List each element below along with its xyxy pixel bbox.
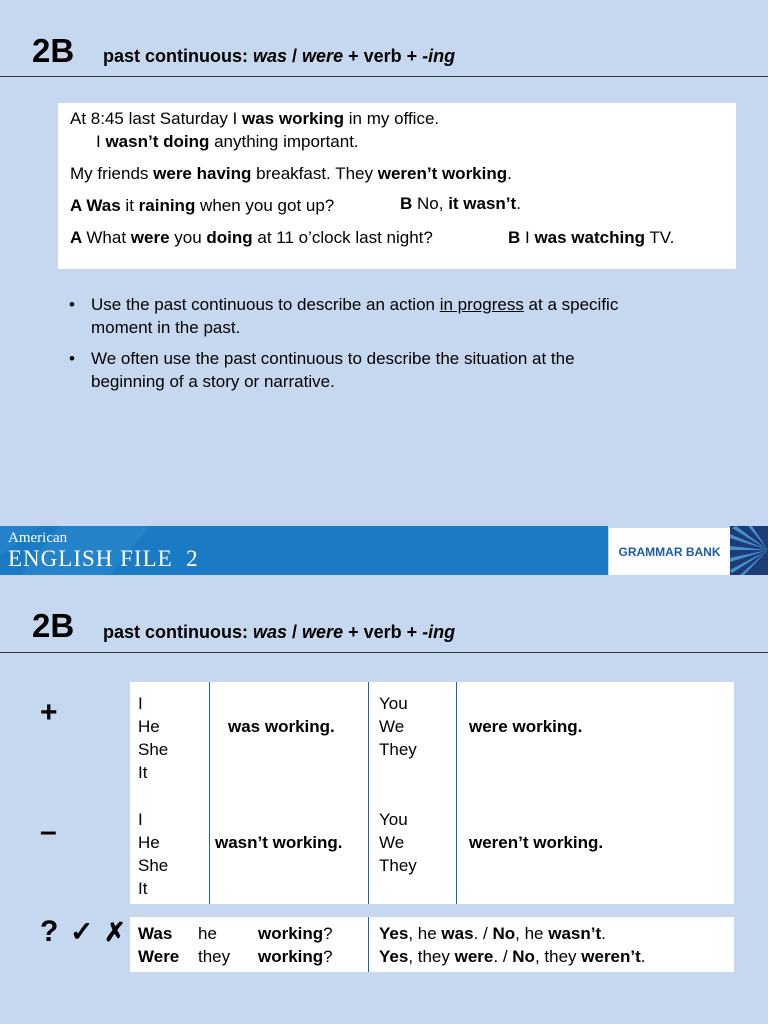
section-title: past continuous: was / were + verb + -ing xyxy=(103,46,456,66)
example-line: I wasn’t doing anything important. xyxy=(96,132,359,151)
pronouns-singular: I He She It xyxy=(138,694,169,782)
short-answer: Yes, he was. / No, he wasn’t. xyxy=(379,924,606,943)
verb-form: wasn’t working. xyxy=(215,833,343,852)
question-symbol: ? xyxy=(40,915,59,948)
example-line: B I was watching TV. xyxy=(508,228,675,247)
rule-bullet: • We often use the past continuous to describe the situation at the beginning of a story or narrative. xyxy=(69,349,575,391)
column-divider xyxy=(209,682,210,904)
rule-bullet: • Use the past continuous to describe an action in progress at a specific moment in the past. xyxy=(69,295,619,337)
pronoun: they xyxy=(198,947,231,966)
short-answer: Yes, they were. / No, they weren’t. xyxy=(379,947,646,966)
plus-symbol: + xyxy=(40,696,58,729)
header-rule xyxy=(0,76,768,77)
example-line: A Was it raining when you got up? xyxy=(70,196,335,215)
grammar-bank-badge: GRAMMAR BANK xyxy=(609,528,730,575)
pronouns-plural: You We They xyxy=(379,694,417,759)
unit-number: 2B xyxy=(32,607,75,644)
verb-form: was working. xyxy=(228,717,335,736)
example-line: My friends were having breakfast. They weren’t working. xyxy=(70,164,512,183)
example-line: A What were you doing at 11 o’clock last night? xyxy=(70,228,433,247)
example-line: B No, it wasn’t. xyxy=(400,194,521,213)
pronouns-singular: I He She It xyxy=(138,810,169,898)
unit-number: 2B xyxy=(32,32,75,69)
aux-verb: Was xyxy=(138,924,173,943)
conjugation-table xyxy=(130,682,734,904)
brand-american: American xyxy=(8,530,68,546)
check-icon: ✓ xyxy=(70,916,94,947)
minus-symbol: – xyxy=(40,815,57,848)
question-verb: working? xyxy=(258,924,333,943)
header-rule xyxy=(0,652,768,653)
verb-form: were working. xyxy=(469,717,583,736)
pronouns-plural: You We They xyxy=(379,810,417,875)
brand-title: ENGLISH FILE 2 xyxy=(8,546,199,571)
example-line: At 8:45 last Saturday I was working in my office. xyxy=(70,109,440,128)
column-divider xyxy=(368,917,369,972)
column-divider xyxy=(456,682,457,904)
verb-form: weren’t working. xyxy=(469,833,604,852)
section-title: past continuous: was / were + verb + -ing xyxy=(103,622,456,642)
pronoun: he xyxy=(198,924,217,943)
question-verb: working? xyxy=(258,947,333,966)
aux-verb: Were xyxy=(138,947,180,966)
column-divider xyxy=(368,682,369,904)
cross-icon: ✗ xyxy=(104,917,126,947)
rays-logo-icon xyxy=(730,526,768,575)
